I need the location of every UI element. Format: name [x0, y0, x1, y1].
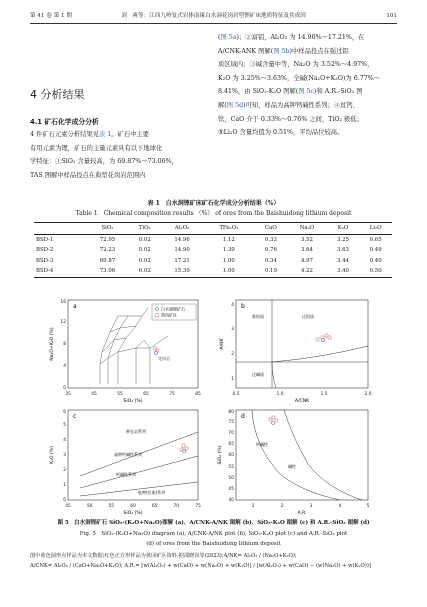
svg-text:60: 60: [130, 504, 136, 509]
panel-a-letter: a: [73, 303, 77, 310]
panel-a-samples: [154, 347, 159, 355]
table-header-cell: Al₂O₃: [174, 225, 190, 232]
panel-a-tas: [49, 299, 201, 404]
label-metaluminous: 准铝质: [252, 314, 264, 319]
table-cell: 1.00: [222, 257, 235, 264]
panel-d-samples: [269, 416, 278, 425]
subsection-heading: 4.1 矿石化学成分分析: [30, 118, 99, 126]
svg-text:45: 45: [65, 504, 71, 509]
sample-marker: [185, 447, 188, 450]
figure-note-1: 图中蓝色圆形点样品为本文数据;红色正方形样品为黄冈矿区资料,据邵晓岗等(2023);A/NK= Al₂O₃ / (Na₂O+K₂O);: [30, 553, 297, 559]
panel-d-ar-sio2: [217, 409, 370, 516]
svg-text:65: 65: [143, 392, 149, 397]
panel-c-ylabel: K₂O (%): [50, 446, 55, 464]
table-cell: 17.21: [174, 257, 190, 264]
figure-ref-5d[interactable]: 图 5d: [226, 101, 244, 109]
svg-text:3: 3: [231, 327, 234, 332]
svg-text:6: 6: [63, 410, 66, 415]
table-cell: 0.02: [138, 257, 151, 264]
svg-text:45: 45: [228, 487, 234, 492]
label-calc-alkaline: 钙碱性系列: [116, 472, 136, 477]
legend-item-huanggang: 黄岗矿区: [161, 312, 177, 318]
svg-text:50: 50: [86, 504, 93, 509]
panel-b-xlabel: A/CNK: [294, 399, 310, 404]
svg-text:8: 8: [63, 342, 66, 347]
svg-text:1.0: 1.0: [276, 392, 284, 397]
panel-b-acnk: [219, 300, 372, 404]
figure-ref-5b[interactable]: 图 5b: [273, 47, 290, 55]
panel-d-frame: [236, 410, 368, 500]
panel-a-ylabel: Na₂O+K₂O (%): [50, 327, 55, 361]
table-cell: 3.25: [336, 236, 349, 243]
label-alkaline-d: 碱性: [288, 464, 296, 469]
table-header-cell: [34, 223, 87, 235]
panel-d-xticks: [252, 503, 370, 509]
header-title: 刘 爽等：江西九岭复式岩体南缘白水洞花岗岩型锂矿床地质特征及其成因: [121, 13, 306, 19]
svg-text:16: 16: [60, 300, 66, 305]
svg-text:1: 1: [251, 504, 255, 509]
table-cell: 73.06: [99, 268, 116, 275]
figure-ref-5a[interactable]: 图 5a: [220, 34, 237, 41]
panel-b-ylabel: A/NK: [220, 338, 225, 350]
table-cell: 0.76: [264, 247, 277, 254]
svg-text:35: 35: [65, 392, 71, 397]
table-cell: 0.19: [264, 268, 277, 275]
svg-text:65: 65: [151, 504, 158, 509]
svg-text:4: 4: [63, 364, 66, 369]
table-cell: 0.50: [369, 268, 382, 275]
table-row: [34, 234, 392, 245]
table-body: [34, 234, 392, 277]
table-cell: BSD-3: [36, 257, 54, 264]
table-cell: 1.00: [222, 268, 235, 275]
right-column-text: (图 5a)；②富铝，Al₂O₃ 为 14.90%～17.21%，在 A/CNK-ANK 图解(图 5b)中样品投点在强过铝 质区域内；③碱含量中等，Na₂O 为 3.52%～4.97%， K₂O 为 3.25%～3.63%，全碱(Na₂O+K₂O)为 6.77%～ 8.41%，由 SiO₂-K₂O 图解(图 5c)和 A.R.-SiO₂ 图 解(图 5d)可知，样品为高钾钙碱性系列；④贫钙、 钛，CaO 介于 0.33%～0.76% 之间，TiO₂ 极低； ⑤Li₂O 含量均值为 0.51%，平均品位较高。: [218, 34, 381, 137]
table-cell: 14.96: [174, 236, 190, 243]
table-cell: 3.64: [300, 247, 313, 254]
left-column-text: 4 件矿石元素分析结果见表 1。矿石中主要 有用元素为锂，矿石的主量元素具有以下地球化 学特征：①SiO₂ 含量较高，为 69.87%～73.06%， TAS 图解中样品投点在典型花岗岩范围内: [30, 131, 178, 179]
table-cell: 3.52: [300, 236, 313, 243]
svg-text:75: 75: [195, 504, 201, 509]
table-cell: 1.30: [222, 247, 235, 254]
svg-text:75: 75: [169, 392, 175, 397]
table-row: [34, 266, 392, 277]
panel-d-letter: d: [241, 413, 245, 420]
table-cell: 0.02: [138, 247, 151, 254]
table-cell: BSD-4: [36, 268, 54, 275]
svg-text:80: 80: [228, 410, 234, 415]
panel-a-yticks: [60, 299, 66, 391]
header-volume: 第 41 卷 第 1 期: [30, 13, 72, 19]
svg-text:4: 4: [338, 504, 342, 509]
table-header-cell: Na₂O: [299, 225, 315, 232]
svg-text:2.0: 2.0: [364, 392, 372, 397]
svg-text:50: 50: [228, 476, 234, 481]
svg-text:70: 70: [173, 504, 180, 509]
svg-text:70: 70: [228, 431, 234, 436]
table-cell: BSD-2: [36, 247, 54, 254]
panel-d-ylabel: SiO₂ (%): [218, 445, 223, 465]
svg-text:3: 3: [309, 504, 313, 509]
panel-c-xlabel: SiO₂ (%): [123, 511, 143, 516]
panel-c-sio2-k2o: [49, 409, 201, 516]
svg-text:3: 3: [63, 453, 66, 458]
svg-text:5: 5: [366, 504, 370, 509]
table-cell: 69.87: [99, 257, 116, 264]
figure-caption-en-1: Fig. 5 SiO₂-(K₂O+Na₂O) diagram (a), A/CNK-A/NK plot (b), SiO₂-K₂O plot (c) and A.R.-SiO₂ plot: [79, 531, 348, 537]
figure-note-2: A/CNK= Al₂O₃ / (CaO+Na₂O+K₂O); A.R.= [w(Al₂O₃) + w(CaO) + w(Na₂O) + w(K₂O)] / [w(Al₂O₃) + w(CaO) − (w(Na₂O) + w(K₂O))]: [30, 563, 371, 569]
panel-b-xticks: [233, 391, 372, 397]
svg-text:85: 85: [195, 392, 201, 397]
panel-c-boundaries: [80, 432, 198, 496]
table-cell: 0.02: [138, 236, 151, 243]
table-header-row: [34, 223, 392, 235]
figure-caption-cn: 图 5 白水洞锂矿石 SiO₂-(K₂O+Na₂O)图解 (a)、A/CNK-A/NK 图解 (b)、SiO₂-K₂O 图解 (c) 和 A.R.-SiO₂ 图解 (d): [57, 520, 370, 526]
table-cell: 4.97: [300, 257, 313, 264]
figure-5: [40, 296, 390, 516]
svg-text:40: 40: [228, 498, 234, 503]
sample-marker: [325, 334, 328, 337]
svg-text:4: 4: [231, 303, 234, 308]
header-rule: [30, 23, 397, 24]
svg-text:4: 4: [63, 438, 66, 443]
svg-text:65: 65: [228, 442, 234, 447]
sample-marker: [328, 336, 331, 339]
table-cell: BSD-1: [36, 236, 54, 243]
table-cell: 14.90: [174, 247, 190, 254]
panel-a-xticks: [65, 391, 201, 397]
svg-text:1: 1: [63, 483, 66, 488]
svg-text:12: 12: [60, 320, 66, 325]
table-cell: 0.02: [138, 268, 151, 275]
panel-c-yticks: [63, 409, 66, 503]
table-cell: 0.49: [369, 247, 382, 254]
sample-marker: [269, 418, 272, 421]
tas-granite-label: 花岗岩: [158, 356, 170, 361]
svg-text:55: 55: [117, 392, 123, 397]
table-cell: 0.34: [264, 257, 277, 264]
table-cell: 4.22: [300, 268, 313, 275]
panel-d-xlabel: A.R.: [297, 511, 307, 516]
sample-marker: [272, 422, 275, 425]
svg-text:2: 2: [63, 468, 66, 473]
panel-b-yticks: [231, 302, 234, 382]
panel-a-legend: [152, 304, 196, 320]
svg-text:1: 1: [231, 377, 234, 382]
table-caption-en: Table 1 Chemical composition results （%） of ores from the Baishuidong lithium deposit: [75, 210, 352, 217]
table-header-cell: Li₂O: [369, 225, 382, 232]
table-cell: 0.40: [369, 257, 382, 264]
table-cell: 0.33: [264, 236, 277, 243]
table-row: [34, 245, 392, 256]
panel-c-letter: c: [73, 413, 77, 420]
svg-text:0: 0: [63, 386, 66, 391]
svg-text:2: 2: [280, 504, 284, 509]
table-cell: 3.40: [336, 268, 349, 275]
panel-b-samples: [316, 334, 331, 342]
figure-ref-5c[interactable]: 图 5c: [298, 88, 315, 96]
svg-text:55: 55: [228, 465, 234, 470]
table-cell: 0.65: [369, 236, 382, 243]
panel-b-letter: b: [241, 303, 245, 310]
svg-text:55: 55: [108, 504, 115, 509]
legend-item-baishuidong: 白水洞锂矿石: [161, 306, 185, 312]
figure-caption-en-2: (d) of ores from the Baishuidong lithium deposit: [146, 541, 281, 547]
panel-d-boundaries: [252, 410, 362, 500]
svg-text:75: 75: [228, 420, 234, 425]
panel-a-xlabel: SiO₂ (%): [123, 399, 143, 404]
svg-text:0.5: 0.5: [232, 392, 240, 397]
label-low-k-tholeiitic: 低钾(拉斑)系列: [138, 490, 166, 495]
label-calc-alkaline-d: 钙碱性: [256, 442, 268, 447]
svg-text:1.5: 1.5: [320, 392, 328, 397]
section-heading: 4 分析结果: [30, 88, 85, 101]
table-caption-cn: 表 1 白水洞锂矿床矿石化学成分分析结果（%）: [147, 200, 280, 207]
sample-marker: [182, 444, 185, 447]
table-cell: 72.23: [99, 247, 116, 254]
sample-marker: [316, 338, 319, 341]
table-header-cell: SiO₂: [101, 225, 114, 232]
svg-text:0: 0: [63, 498, 66, 503]
panel-d-yticks: [228, 409, 234, 503]
panel-c-samples: [180, 444, 188, 453]
table-cell: 1.12: [222, 236, 235, 243]
sample-marker: [154, 347, 157, 350]
running-header: [30, 10, 397, 22]
header-page-number: 101: [386, 13, 397, 19]
table-header-cell: TFe₂O₃: [219, 225, 239, 232]
table-cell: 72.95: [99, 236, 116, 243]
table-cell: 15.30: [174, 268, 190, 275]
table-row: [34, 256, 392, 267]
table-header-cell: TiO₂: [138, 225, 151, 232]
sample-marker: [272, 416, 275, 419]
panel-c-xticks: [65, 503, 201, 509]
label-high-k-calc-alkaline: 高钾钙碱性系列: [114, 452, 142, 457]
svg-text:60: 60: [228, 453, 234, 458]
label-shoshonite: 钾玄岩系列: [126, 429, 146, 434]
label-peraluminous: 过铝质: [302, 314, 314, 319]
table-header-cell: CaO: [265, 225, 277, 232]
sample-marker: [275, 419, 278, 422]
table-cell: 3.63: [336, 247, 349, 254]
svg-text:45: 45: [91, 392, 97, 397]
label-peralkaline: 过碱质: [252, 372, 264, 377]
table-cell: 3.44: [336, 257, 349, 264]
svg-text:5: 5: [63, 423, 66, 428]
table-header-cell: K₂O: [337, 225, 349, 232]
svg-text:2: 2: [231, 352, 234, 357]
composition-table: [34, 222, 392, 278]
table-ref-1[interactable]: 表 1: [98, 131, 112, 138]
